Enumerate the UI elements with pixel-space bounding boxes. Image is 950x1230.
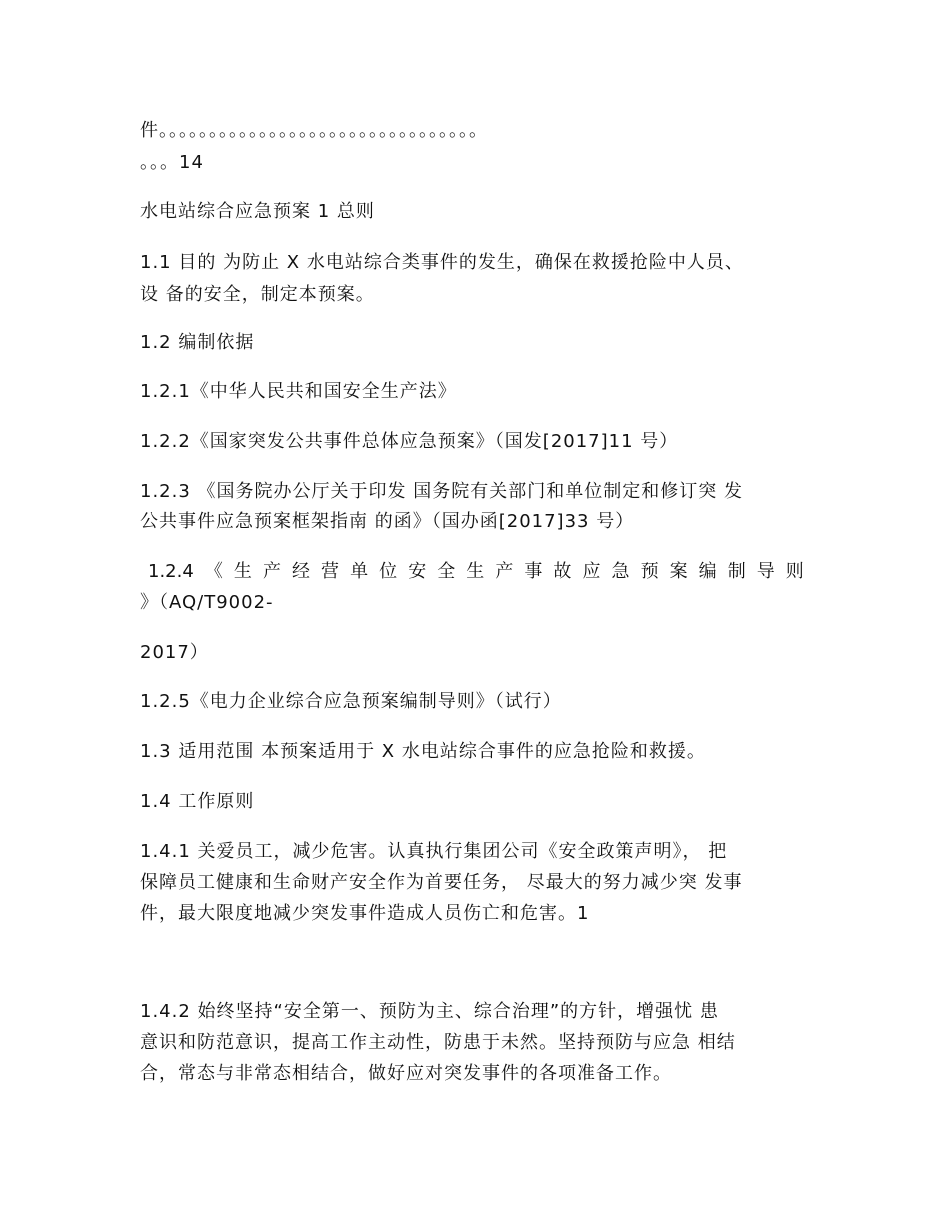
section-1-2-4-char: 全 [437,561,456,582]
section-1-2-4-char: 故 [553,561,572,582]
section-1-2-4-char: 安 [408,561,427,582]
section-1-2-4-char: 导 [756,561,775,582]
section-1-4-2-line-2: 意识和防范意识，提高工作主动性，防患于未然。坚持预防与应急 相结 [140,1032,736,1053]
section-1-2-3-line-2: 公共事件应急预案框架指南 的函》（国办函[2017]33 号） [140,511,635,532]
section-1-2-4-char: 事 [524,561,543,582]
section-1-4-heading: 1.4 工作原则 [140,791,255,812]
section-1-2-4-char: 生 [466,561,485,582]
section-1-2-4-char: 单 [350,561,369,582]
section-1-2-3-line-1: 1.2.3 《国务院办公厅关于印发 国务院有关部门和单位制定和修订突 发 [140,481,743,502]
section-1-2-4-char: 位 [379,561,398,582]
section-1-2-4-char: 1.2.4 [148,561,194,582]
section-1-2-4-char: 制 [727,561,746,582]
section-1-2-4-char: 急 [611,561,630,582]
section-1-2-2: 1.2.2《国家突发公共事件总体应急预案》（国发[2017]11 号） [140,431,679,452]
section-1-2-4-line-3: 2017） [140,642,209,663]
section-1-2-4-char: 产 [262,561,281,582]
section-1-2-4-char: 《 [204,561,223,582]
section-1-2-4-char: 则 [785,561,804,582]
section-1-1-line-2: 设 备的安全，制定本预案。 [140,284,375,305]
section-1-2-5: 1.2.5《电力企业综合应急预案编制导则》（试行） [140,691,562,712]
section-1-2-4-line-2: 》（AQ/T9002- [140,592,274,613]
section-1-2-4-char: 生 [233,561,252,582]
section-1-4-2-line-1: 1.4.2 始终坚持“安全第一、预防为主、综合治理”的方针，增强忧 患 [140,1001,719,1022]
section-1-2-4-char: 产 [495,561,514,582]
section-1-4-1-line-2: 保障员工健康和生命财产安全作为首要任务， 尽最大的努力减少突 发事 [140,872,743,893]
section-1-2-4-line-1 [148,559,804,585]
toc-dots-tail: 。。。14 [140,152,204,173]
section-1-3: 1.3 适用范围 本预案适用于 X 水电站综合事件的应急抢险和救援。 [140,741,706,762]
toc-dots-line: 件。。。。。。。。。。。。。。。。。。。。。。。。。。。。。。。。 [140,120,488,141]
section-1-2-4-char: 营 [321,561,340,582]
section-1-2-4-char: 案 [669,561,688,582]
section-1-2-4-char: 预 [640,561,659,582]
plan-title: 水电站综合应急预案 1 总则 [140,201,375,222]
section-1-2-4-char: 经 [292,561,310,582]
section-1-2-1: 1.2.1《中华人民共和国安全生产法》 [140,381,457,402]
section-1-4-1-line-3: 件，最大限度地减少突发事件造成人员伤亡和危害。1 [140,903,590,924]
section-1-1-line-1: 1.1 目的 为防止 X 水电站综合类事件的发生，确保在救援抢险中人员、 [140,252,744,273]
section-1-2-heading: 1.2 编制依据 [140,332,255,353]
section-1-2-4-char: 应 [582,561,601,582]
section-1-4-1-line-1: 1.4.1 关爱员工，减少危害。认真执行集团公司《安全政策声明》， 把 [140,841,728,862]
section-1-4-2-line-3: 合，常态与非常态相结合，做好应对突发事件的各项准备工作。 [140,1063,672,1084]
section-1-2-4-char: 编 [698,561,717,582]
